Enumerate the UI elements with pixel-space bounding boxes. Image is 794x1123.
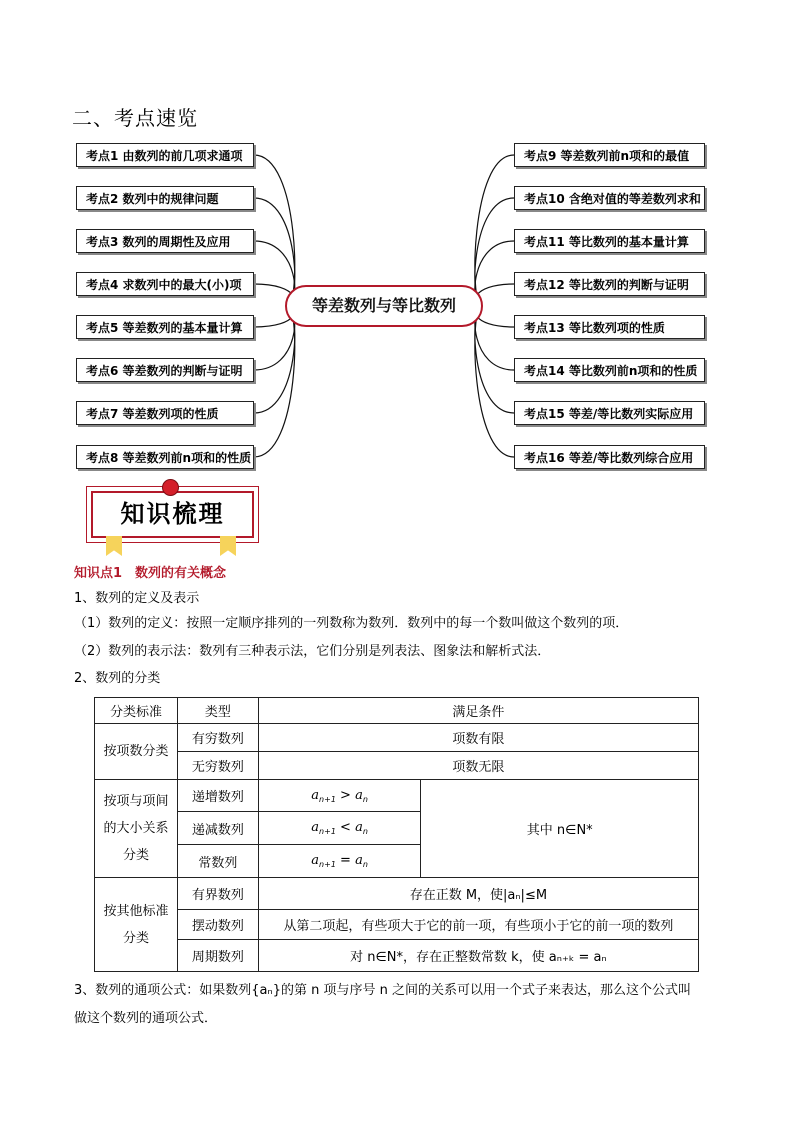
order-note: 其中 n∈N*	[421, 780, 699, 878]
mindmap-topic-13: 考点13 等比数列项的性质	[514, 315, 705, 339]
cond-infinite: 项数无限	[258, 752, 698, 780]
mindmap-topic-8: 考点8 等差数列前n项和的性质	[76, 445, 254, 469]
mindmap-topic-3: 考点3 数列的周期性及应用	[76, 229, 254, 253]
type-oscillating: 摆动数列	[177, 910, 258, 940]
connector-left-1	[254, 155, 295, 306]
mindmap-topic-15: 考点15 等差/等比数列实际应用	[514, 401, 705, 425]
connector-right-2	[475, 198, 514, 306]
connector-right-1	[475, 155, 514, 306]
mindmap-topic-9: 考点9 等差数列前n项和的最值	[514, 143, 705, 167]
header-type: 类型	[177, 698, 258, 724]
type-constant: 常数列	[177, 845, 258, 878]
knowledge-point-title: 知识点1 数列的有关概念	[74, 566, 227, 581]
type-decreasing: 递减数列	[177, 812, 258, 845]
classification-table	[94, 697, 699, 972]
mindmap-topic-1: 考点1 由数列的前几项求通项	[76, 143, 254, 167]
mindmap-topic-7: 考点7 等差数列项的性质	[76, 401, 254, 425]
mindmap-topic-5: 考点5 等差数列的基本量计算	[76, 315, 254, 339]
connector-left-2	[254, 198, 295, 306]
paragraph-definition-heading: 1、数列的定义及表示	[74, 591, 200, 606]
banner-pin-icon	[162, 479, 179, 496]
connector-left-7	[254, 306, 295, 413]
connector-right-8	[475, 306, 514, 457]
section-title: 二、考点速览	[72, 106, 198, 130]
type-periodic: 周期数列	[177, 940, 258, 972]
mindmap-topic-10: 考点10 含绝对值的等差数列求和	[514, 186, 705, 210]
type-infinite: 无穷数列	[177, 752, 258, 780]
header-criterion: 分类标准	[95, 698, 178, 724]
mindmap-topic-4: 考点4 求数列中的最大(小)项	[76, 272, 254, 296]
type-increasing: 递增数列	[177, 780, 258, 812]
mindmap-topic-6: 考点6 等差数列的判断与证明	[76, 358, 254, 382]
paragraph-general-term-cont: 做这个数列的通项公式．	[74, 1011, 218, 1026]
paragraph-definition: （1）数列的定义：按照一定顺序排列的一列数称为数列．数列中的每一个数叫做这个数列的项．	[74, 616, 629, 631]
ribbon-right-icon	[220, 536, 236, 556]
cond-decreasing: $a_{n+1} < a_n$	[258, 812, 421, 845]
type-bounded: 有界数列	[177, 878, 258, 910]
cond-bounded: 存在正数 M，使|aₙ|≤M	[258, 878, 698, 910]
header-condition: 满足条件	[258, 698, 698, 724]
cond-finite: 项数有限	[258, 724, 698, 752]
cond-increasing: $a_{n+1} > a_n$	[258, 780, 421, 812]
mindmap-topic-12: 考点12 等比数列的判断与证明	[514, 272, 705, 296]
paragraph-representation: （2）数列的表示法：数列有三种表示法，它们分别是列表法、图象法和解析式法．	[74, 644, 551, 659]
mindmap-topic-16: 考点16 等差/等比数列综合应用	[514, 445, 705, 469]
group-by-count: 按项数分类	[95, 724, 178, 780]
cond-oscillating: 从第二项起，有些项大于它的前一项，有些项小于它的前一项的数列	[258, 910, 698, 940]
ribbon-left-icon	[106, 536, 122, 556]
cond-periodic: 对 n∈N*，存在正整数常数 k，使 aₙ₊ₖ = aₙ	[258, 940, 698, 972]
connector-right-7	[475, 306, 514, 413]
mindmap-topic-11: 考点11 等比数列的基本量计算	[514, 229, 705, 253]
connector-right-6	[475, 306, 514, 370]
mindmap-topic-2: 考点2 数列中的规律问题	[76, 186, 254, 210]
mindmap-topic-14: 考点14 等比数列前n项和的性质	[514, 358, 705, 382]
mindmap-center-node: 等差数列与等比数列	[285, 285, 483, 327]
group-by-order: 按项与项间的大小关系分类	[95, 780, 178, 878]
paragraph-classification-heading: 2、数列的分类	[74, 671, 161, 686]
banner-title: 知识梳理	[91, 491, 254, 538]
group-other: 按其他标准分类	[95, 878, 178, 972]
cond-constant: $a_{n+1} = a_n$	[258, 845, 421, 878]
type-finite: 有穷数列	[177, 724, 258, 752]
connector-left-8	[254, 306, 295, 457]
paragraph-general-term: 3、数列的通项公式：如果数列{aₙ}的第 n 项与序号 n 之间的关系可以用一个式子来表达，那么这个公式叫	[74, 983, 691, 998]
